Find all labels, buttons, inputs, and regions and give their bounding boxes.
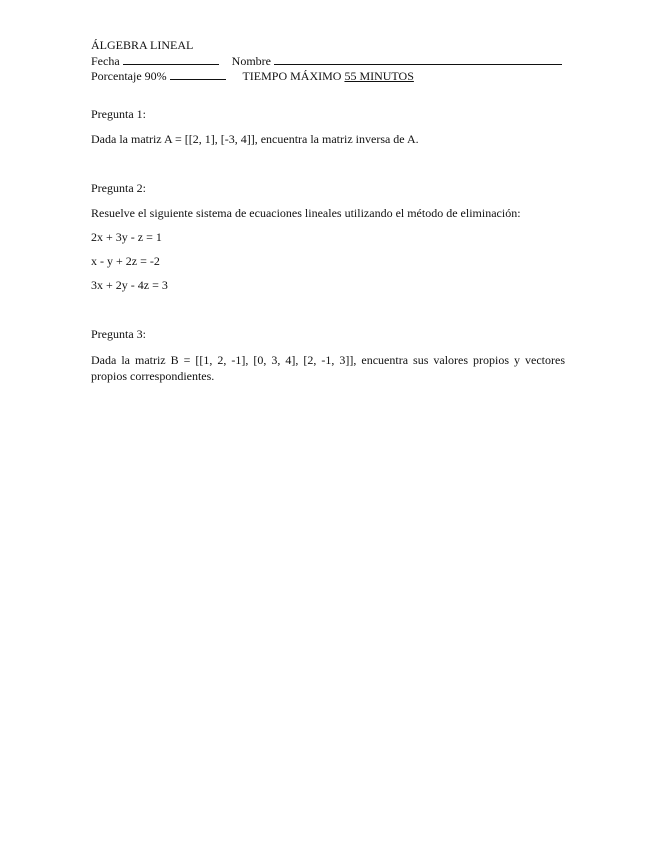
question-text: Dada la matriz A = [[2, 1], [-3, 4]], encuentra la matriz inversa de A. xyxy=(91,132,419,146)
question-3 xyxy=(91,327,565,384)
name-label: Nombre xyxy=(231,54,271,68)
question-2 xyxy=(91,181,565,293)
question-title: Pregunta 3: xyxy=(91,327,146,341)
exam-title: ÁLGEBRA LINEAL xyxy=(91,38,194,52)
exam-page xyxy=(91,38,565,384)
percentage-time-line xyxy=(91,68,565,83)
question-title: Pregunta 1: xyxy=(91,107,146,121)
name-blank xyxy=(274,53,562,65)
percentage-blank xyxy=(170,68,226,80)
date-blank xyxy=(123,53,219,65)
question-text: Resuelve el siguiente sistema de ecuaciones lineales utilizando el método de eliminación: xyxy=(91,206,521,220)
equation-2: x - y + 2z = -2 xyxy=(91,254,160,268)
question-text: Dada la matriz B = [[1, 2, -1], [0, 3, 4], [2, -1, 3]], encuentra sus valores propios y vectores propios correspondientes. xyxy=(91,353,565,383)
max-time-label: TIEMPO MÁXIMO xyxy=(242,69,342,83)
question-title: Pregunta 2: xyxy=(91,181,146,195)
max-time-value: 55 MINUTOS xyxy=(344,69,414,83)
question-1 xyxy=(91,107,565,147)
equation-3: 3x + 2y - 4z = 3 xyxy=(91,278,168,292)
date-name-line xyxy=(91,53,565,68)
percentage-label: Porcentaje 90% xyxy=(91,69,167,83)
equation-1: 2x + 3y - z = 1 xyxy=(91,230,162,244)
date-label: Fecha xyxy=(91,54,120,68)
